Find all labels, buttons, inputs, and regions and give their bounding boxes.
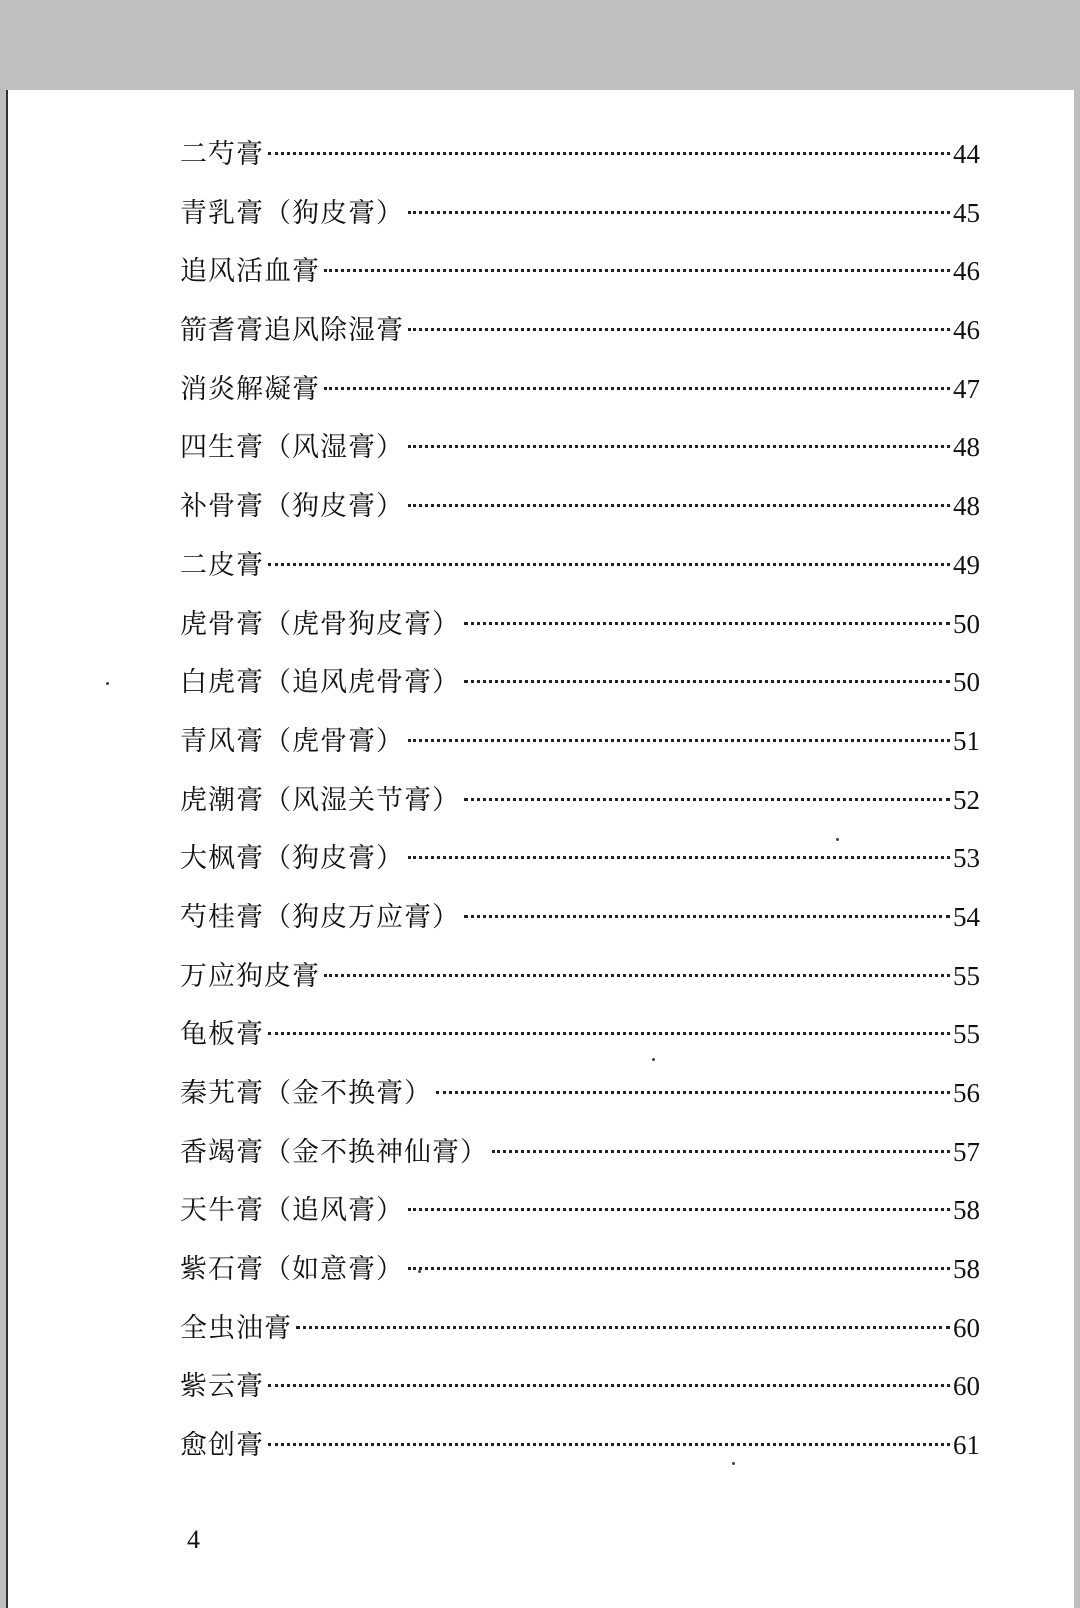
toc-entry [180,242,980,301]
dot-leader [408,856,950,859]
toc-entry-title: 追风活血膏 [180,256,320,288]
toc-entry-title: 龟板膏 [180,1019,264,1051]
toc-entry-page: 54 [953,901,980,932]
toc-entry-page: 45 [953,197,980,228]
page-number: 4 [187,1525,200,1554]
toc-entry-title: 白虎膏（追风虎骨膏） [180,667,460,699]
toc-entry [180,536,980,595]
dot-leader [268,563,950,566]
toc-entry-title: 二芍膏 [180,139,264,170]
toc-entry-page: 47 [953,373,980,404]
toc-entry-page: 60 [953,1312,980,1343]
dot-leader [296,1326,950,1329]
dot-leader [464,680,950,683]
toc-entry-title: 虎骨膏（虎骨狗皮膏） [180,608,460,640]
toc-entry-title: 消炎解凝膏 [180,373,320,405]
toc-entry-title: 四生膏（风湿膏） [180,432,404,464]
toc-entry-page: 53 [953,843,980,874]
toc-entry [180,301,980,360]
toc-entry-page: 46 [953,315,980,346]
dot-leader [408,211,950,214]
dot-leader [408,1208,950,1211]
toc-entry-title: 紫云膏 [180,1371,264,1403]
toc-entry-page: 58 [953,1254,980,1285]
toc-entry [180,1299,980,1358]
toc-entry [180,1240,980,1299]
dot-leader [324,974,950,977]
toc-entry [180,1416,980,1475]
toc-entry [180,418,980,477]
toc-entry-page: 48 [953,491,980,522]
dot-leader [268,1032,950,1035]
toc-entry-page: 58 [953,1195,980,1226]
dot-leader [324,269,950,272]
toc-entry-title: 箭耆膏追风除湿膏 [180,315,404,347]
toc-entry-title: 香竭膏（金不换神仙膏） [180,1136,488,1168]
scan-speck [106,682,109,685]
toc-entry [180,771,980,830]
scan-speck [836,838,839,841]
dot-leader [464,622,950,625]
toc-entry-title: 虎潮膏（风湿关节膏） [180,784,460,816]
toc-entry [180,184,980,243]
dot-leader [492,1150,950,1153]
toc-entry-page: 55 [953,1019,980,1050]
toc-entry [180,829,980,888]
toc-entry-page: 57 [953,1136,980,1167]
toc-entry-page: 51 [953,725,980,756]
toc-entry-title: 秦艽膏（金不换膏） [180,1078,432,1109]
toc-entry [180,653,980,712]
toc-entry-title: 青乳膏（狗皮膏） [180,197,404,229]
toc-entry-title: 芍桂膏（狗皮万应膏） [180,901,460,933]
toc-entry-title: 二皮膏 [180,549,264,581]
toc-entry-title: 全虫油膏 [180,1312,292,1344]
toc-entry [180,1005,980,1064]
toc-entry [180,360,980,419]
scan-speck [652,1058,655,1061]
toc-entry-title: 大枫膏（狗皮膏） [180,843,404,875]
book-page [6,90,1074,1608]
toc-entry-page: 46 [953,256,980,287]
toc-entry-page: 52 [953,784,980,815]
toc-entry-page: 56 [953,1078,980,1108]
toc-entry-title: 紫石膏（如意膏） [180,1254,404,1286]
toc-entry-page: 55 [953,960,980,991]
toc-entry-title: 天牛膏（追风膏） [180,1195,404,1227]
dot-leader [268,1384,950,1387]
toc-entry [180,712,980,771]
toc-entry-title: 万应狗皮膏 [180,960,320,992]
dot-leader [464,798,950,801]
toc-entry-page: 61 [953,1430,980,1461]
toc-entry-page: 44 [953,139,980,169]
toc-entry [180,477,980,536]
dot-leader [408,328,950,331]
table-of-contents [180,125,980,1475]
dot-leader [436,1091,950,1094]
dot-leader [268,1443,950,1446]
toc-entry [180,1064,980,1123]
toc-entry-page: 48 [953,432,980,463]
toc-entry [180,1181,980,1240]
toc-entry [180,1357,980,1416]
toc-entry-title: 青风膏（虎骨膏） [180,725,404,757]
toc-entry-title: 补骨膏（狗皮膏） [180,491,404,523]
dot-leader [408,504,950,507]
scan-speck [732,1462,735,1465]
toc-entry-page: 50 [953,667,980,698]
toc-entry-title: 愈创膏 [180,1430,264,1462]
dot-leader [268,152,950,155]
dot-leader [464,915,950,918]
toc-entry [180,125,980,184]
scan-speck [418,1270,421,1273]
dot-leader [324,387,950,390]
dot-leader [408,739,950,742]
toc-entry-page: 60 [953,1371,980,1402]
toc-entry [180,1123,980,1182]
dot-leader [408,445,950,448]
toc-entry [180,595,980,654]
toc-entry [180,947,980,1006]
dot-leader [408,1267,950,1270]
toc-entry-page: 50 [953,608,980,639]
toc-entry-page: 49 [953,549,980,580]
toc-entry [180,888,980,947]
